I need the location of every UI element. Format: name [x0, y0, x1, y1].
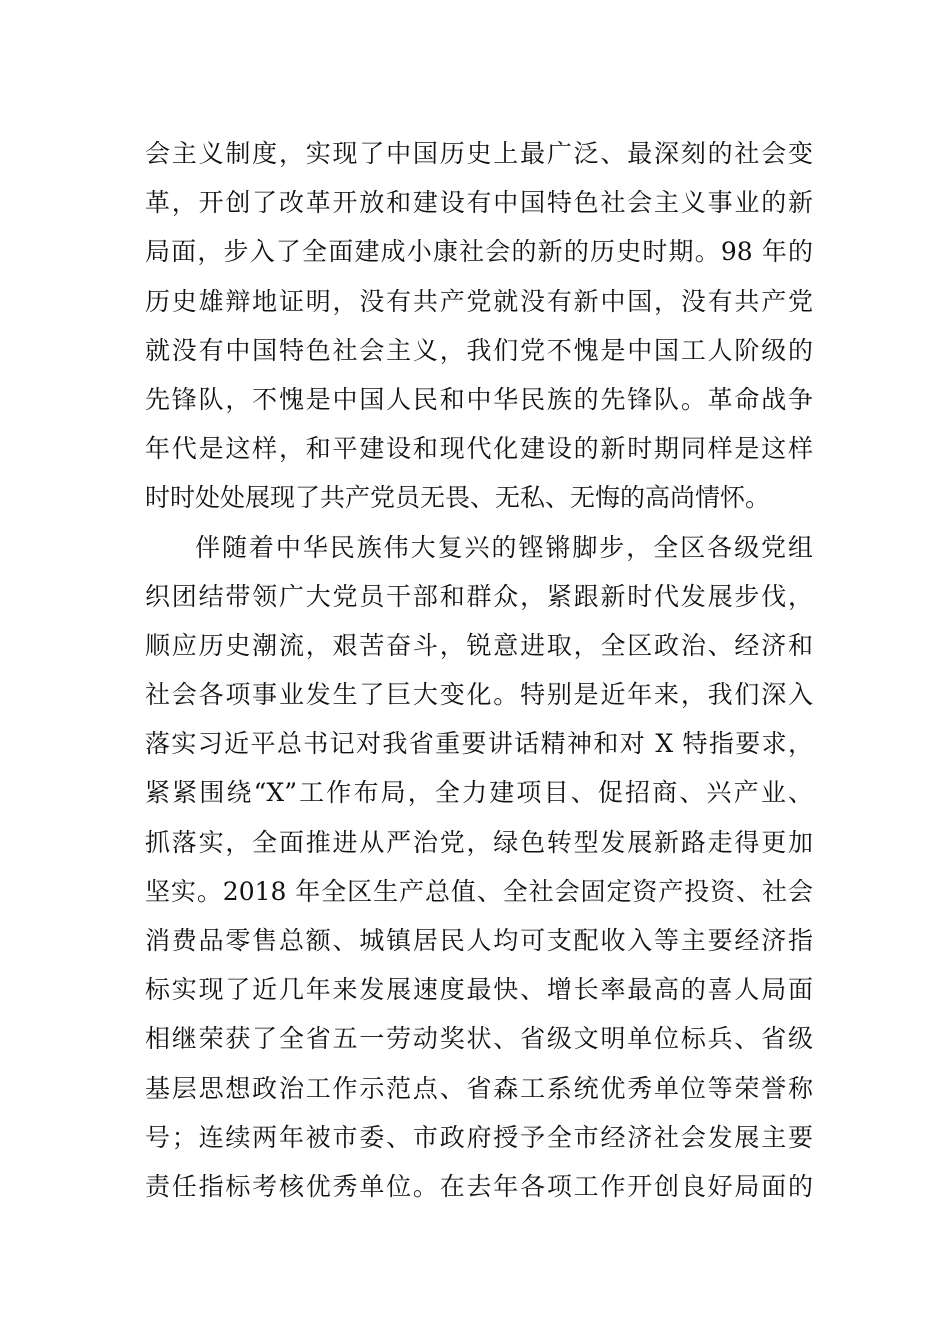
text-line: 抓落实，全面推进从严治党，绿色转型发展新路走得更加: [145, 827, 813, 857]
text-line: 顺应历史潮流，艰苦奋斗，锐意进取，全区政治、经济和: [145, 630, 813, 660]
body-text: [145, 129, 813, 1211]
text-line: 责任指标考核优秀单位。在去年各项工作开创良好局面的: [145, 1171, 813, 1201]
text-line: 织团结带领广大党员干部和群众，紧跟新时代发展步伐，: [145, 581, 813, 611]
text-line: 历史雄辩地证明，没有共产党就没有新中国，没有共产党: [145, 286, 813, 316]
text-line: 消费品零售总额、城镇居民人均可支配收入等主要经济指: [145, 926, 813, 955]
text-line: 年代是这样，和平建设和现代化建设的新时期同样是这样: [145, 434, 813, 464]
text-line: 坚实。2018 年全区生产总值、全社会固定资产投资、社会: [145, 876, 813, 906]
text-line: 先锋队，不愧是中国人民和中华民族的先锋队。革命战争: [145, 384, 813, 414]
text-line: 基层思想政治工作示范点、省森工系统优秀单位等荣誉称: [145, 1073, 813, 1103]
text-line: 局面，步入了全面建成小康社会的新的历史时期。98 年的: [145, 237, 813, 267]
text-line: 标实现了近几年来发展速度最快、增长率最高的喜人局面: [145, 975, 813, 1005]
text-line: 就没有中国特色社会主义，我们党不愧是中国工人阶级的: [145, 335, 813, 365]
text-line: 紧紧围绕“X”工作布局，全力建项目、促招商、兴产业、: [145, 778, 813, 808]
paragraph-first-line: 伴随着中华民族伟大复兴的铿锵脚步，全区各级党组: [195, 532, 813, 562]
text-line: 社会各项事业发生了巨大变化。特别是近年来，我们深入: [145, 680, 813, 710]
text-line: 会主义制度，实现了中国历史上最广泛、最深刻的社会变: [145, 139, 813, 168]
text-line: 落实习近平总书记对我省重要讲话精神和对 X 特指要求，: [145, 729, 813, 759]
text-line: 号；连续两年被市委、市政府授予全市经济社会发展主要: [145, 1122, 813, 1152]
text-line: 相继荣获了全省五一劳动奖状、省级文明单位标兵、省级: [145, 1024, 813, 1054]
text-line: 时时处处展现了共产党员无畏、无私、无悔的高尚情怀。: [145, 483, 771, 513]
text-line: 革，开创了改革开放和建设有中国特色社会主义事业的新: [145, 188, 813, 218]
